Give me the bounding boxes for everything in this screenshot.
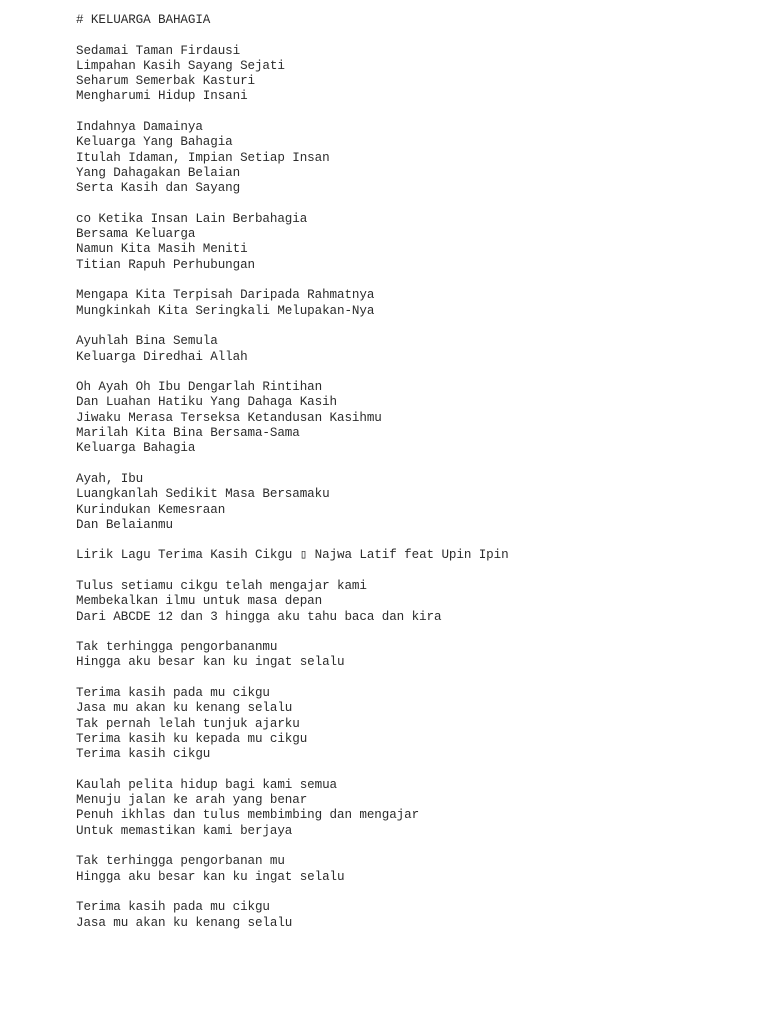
text-line: Namun Kita Masih Meniti [76, 242, 248, 257]
text-line: Tak terhingga pengorbananmu [76, 640, 278, 655]
text-line: Terima kasih cikgu [76, 747, 211, 762]
text-line: Membekalkan ilmu untuk masa depan [76, 594, 323, 609]
text-line: Tak pernah lelah tunjuk ajarku [76, 716, 300, 731]
text-line: Dari ABCDE 12 dan 3 hingga aku tahu baca dan kira [76, 609, 442, 624]
text-line: Terima kasih pada mu cikgu [76, 686, 270, 701]
stanza [76, 120, 736, 196]
text-line: Terima kasih ku kepada mu cikgu [76, 731, 308, 746]
text-line: Hingga aku besar kan ku ingat selalu [76, 655, 345, 670]
text-line: Marilah Kita Bina Bersama-Sama [76, 426, 300, 441]
document-page [76, 13, 736, 946]
text-line: Tulus setiamu cikgu telah mengajar kami [76, 578, 367, 593]
stanza [76, 579, 736, 625]
stanza [76, 472, 736, 533]
text-line: Keluarga Bahagia [76, 441, 196, 456]
text-line: Mengharumi Hidup Insani [76, 89, 248, 104]
stanza [76, 44, 736, 105]
text-line: Penuh ikhlas dan tulus membimbing dan mengajar [76, 808, 420, 823]
stanza [76, 380, 736, 456]
text-line: Dan Belaianmu [76, 517, 173, 532]
text-line: Menuju jalan ke arah yang benar [76, 793, 308, 808]
text-line: co Ketika Insan Lain Berbahagia [76, 211, 308, 226]
text-line: Jasa mu akan ku kenang selalu [76, 701, 293, 716]
text-line: Mengapa Kita Terpisah Daripada Rahmatnya [76, 288, 375, 303]
text-line: Bersama Keluarga [76, 227, 196, 242]
stanza [76, 686, 736, 762]
text-line: Untuk memastikan kami berjaya [76, 823, 293, 838]
text-line: Titian Rapuh Perhubungan [76, 257, 255, 272]
stanza [76, 900, 736, 931]
text-line: Serta Kasih dan Sayang [76, 181, 241, 196]
text-line: Oh Ayah Oh Ibu Dengarlah Rintihan [76, 380, 323, 395]
text-line: Dan Luahan Hatiku Yang Dahaga Kasih [76, 395, 338, 410]
text-line: Hingga aku besar kan ku ingat selalu [76, 869, 345, 884]
stanza [76, 288, 736, 319]
lyrics-body [76, 44, 736, 931]
document-title: # KELUARGA BAHAGIA [76, 13, 211, 27]
text-line: Seharum Semerbak Kasturi [76, 74, 255, 89]
text-line: Itulah Idaman, Impian Setiap Insan [76, 150, 330, 165]
text-line: Indahnya Damainya [76, 120, 203, 135]
text-line: Kurindukan Kemesraan [76, 502, 226, 517]
text-line: Keluarga Diredhai Allah [76, 349, 248, 364]
stanza [76, 334, 736, 365]
text-line: Luangkanlah Sedikit Masa Bersamaku [76, 487, 330, 502]
text-line: Sedamai Taman Firdausi [76, 43, 241, 58]
text-line: Keluarga Yang Bahagia [76, 135, 233, 150]
text-line: Ayuhlah Bina Semula [76, 334, 218, 349]
text-line: Tak terhingga pengorbanan mu [76, 854, 285, 869]
stanza [76, 640, 736, 671]
stanza [76, 854, 736, 885]
text-line: Lirik Lagu Terima Kasih Cikgu ▯ Najwa Latif feat Upin Ipin [76, 548, 509, 563]
text-line: Mungkinkah Kita Seringkali Melupakan-Nya [76, 303, 375, 318]
text-line: Jiwaku Merasa Terseksa Ketandusan Kasihmu [76, 410, 382, 425]
text-line: Terima kasih pada mu cikgu [76, 900, 270, 915]
stanza [76, 548, 736, 563]
stanza [76, 212, 736, 273]
text-line: Yang Dahagakan Belaian [76, 165, 241, 180]
stanza [76, 778, 736, 839]
text-line: Kaulah pelita hidup bagi kami semua [76, 777, 338, 792]
text-line: Jasa mu akan ku kenang selalu [76, 915, 293, 930]
text-line: Limpahan Kasih Sayang Sejati [76, 58, 285, 73]
text-line: Ayah, Ibu [76, 471, 144, 486]
